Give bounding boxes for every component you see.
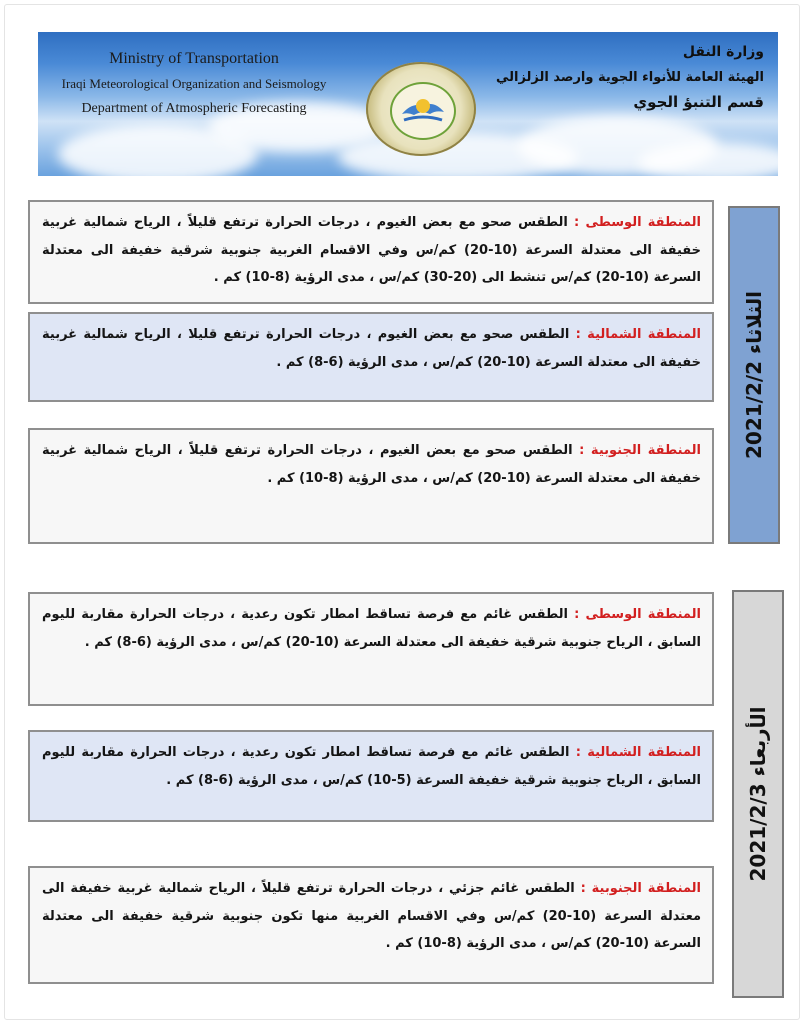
forecast-panel-south bbox=[28, 866, 714, 984]
forecast-text: الطقس غائم مع فرصة تساقط امطار تكون رعدية ، درجات الحرارة مقاربة لليوم السابق ، الرياح جنوبية شرقية خفيفة السرعة (5-10) كم/س ، مدى الرؤية (6-8) كم . bbox=[42, 745, 701, 788]
organization-title-en: Iraqi Meteorological Organization and Seismology bbox=[61, 76, 327, 91]
ministry-title-en: Ministry of Transportation bbox=[109, 50, 279, 67]
organization-logo bbox=[366, 62, 476, 156]
region-label: المنطقة الجنوبية : bbox=[579, 443, 702, 458]
date-label: الأربعاء 2021/2/3 bbox=[746, 706, 770, 882]
region-label: المنطقة الشمالية : bbox=[575, 327, 701, 342]
forecast-panel-central bbox=[28, 592, 714, 706]
date-bar bbox=[728, 206, 780, 544]
region-label: المنطقة الوسطى : bbox=[574, 607, 701, 622]
department-title-en: Department of Atmospheric Forecasting bbox=[81, 101, 307, 116]
header-banner bbox=[38, 32, 778, 176]
forecast-text: الطقس صحو مع بعض الغيوم ، درجات الحرارة ترتفع قليلاً ، الرياح شمالية غربية خفيفة الى معتدلة السرعة (10-20) كم/س ، مدى الرؤية (8-10) كم . bbox=[42, 443, 701, 486]
forecast-text: الطقس صحو مع بعض الغيوم ، درجات الحرارة ترتفع قليلاً ، الرياح شمالية غربية خفيفة الى معتدلة السرعة (10-20) كم/س وفي الاقسام الغربية جنوبية شرقية خفيفة الى معتدلة السرعة (10-20) كم/س تنشط الى (20-30) كم/س ، مدى الرؤية (8-10) كم . bbox=[42, 215, 701, 285]
forecast-panel-south bbox=[28, 428, 714, 544]
region-label: المنطقة الشمالية : bbox=[575, 745, 701, 760]
date-bar bbox=[732, 590, 784, 998]
organization-title-ar: الهيئة العامة للأنواء الجوية وارصد الزلزالي bbox=[495, 70, 764, 85]
forecast-text: الطقس غائم جزئي ، درجات الحرارة ترتفع قليلاً ، الرياح شمالية غربية خفيفة الى معتدلة السرعة (10-20) كم/س وفي الاقسام الغربية منها تكون جنوبية شرقية خفيفة الى معتدلة السرعة (10-20) كم/س ، مدى الرؤية (8-10) كم . bbox=[42, 881, 701, 951]
forecast-day-1 bbox=[28, 200, 784, 550]
logo-emblem-icon bbox=[390, 82, 456, 140]
date-label: الثلاثاء 2021/2/2 bbox=[742, 290, 766, 460]
region-label: المنطقة الوسطى : bbox=[574, 215, 701, 230]
department-title-ar: قسم التنبؤ الجوي bbox=[633, 93, 764, 111]
forecast-text: الطقس غائم مع فرصة تساقط امطار تكون رعدية ، درجات الحرارة مقاربة لليوم السابق ، الرياح جنوبية شرقية خفيفة الى معتدلة السرعة (10-20) كم/س ، مدى الرؤية (6-8) كم . bbox=[42, 607, 701, 650]
region-label: المنطقة الجنوبية : bbox=[580, 881, 702, 896]
forecast-panel-north bbox=[28, 312, 714, 402]
forecast-panel-central bbox=[28, 200, 714, 304]
ministry-title-ar: وزارة النقل bbox=[682, 44, 764, 60]
forecast-panel-north bbox=[28, 730, 714, 822]
forecast-day-2 bbox=[28, 590, 784, 1004]
forecast-text: الطقس صحو مع بعض الغيوم ، درجات الحرارة ترتفع قليلا ، الرياح شمالية غربية خفيفة الى معتدلة السرعة (10-20) كم/س ، مدى الرؤية (6-8) كم . bbox=[42, 327, 701, 370]
header-arabic bbox=[495, 40, 764, 115]
header-english bbox=[44, 46, 344, 121]
